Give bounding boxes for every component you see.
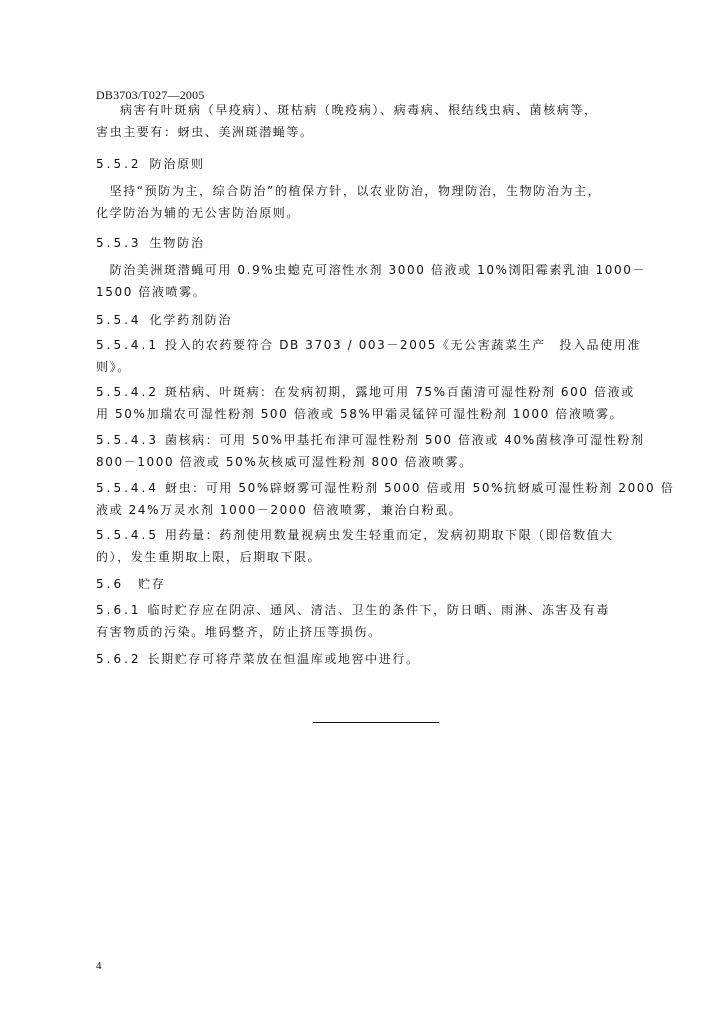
text-line: 的），发生重期取上限，后期取下限。 xyxy=(96,550,322,564)
clause-5-6-2 xyxy=(96,648,662,670)
clause-number: 5.6.1 xyxy=(96,603,142,617)
clause-number: 5.5.4.3 xyxy=(96,433,159,447)
biological-control-paragraph xyxy=(96,259,662,303)
section-number: 5.5.3 xyxy=(96,236,142,250)
principle-paragraph xyxy=(96,180,662,224)
clause-number: 5.6.2 xyxy=(96,652,142,666)
clause-5-5-4-2 xyxy=(96,381,662,425)
text-line: 蚜虫：可用 50%辟蚜雾可湿性粉剂 5000 倍或用 50%抗蚜威可湿性粉剂 2000 倍 xyxy=(164,481,675,495)
clause-5-5-4-3 xyxy=(96,429,662,473)
clause-5-5-4-5 xyxy=(96,524,662,568)
section-heading-5-5-4 xyxy=(96,312,232,328)
section-title: 贮存 xyxy=(138,577,166,591)
end-of-text-rule xyxy=(313,722,439,723)
clause-5-6-1 xyxy=(96,599,662,643)
section-number: 5.5.2 xyxy=(96,157,142,171)
text-line: 则》。 xyxy=(96,360,131,374)
clause-5-5-4-1 xyxy=(96,334,662,378)
clause-5-5-4-4 xyxy=(96,477,675,521)
text-line: 菌核病：可用 50%甲基托布津可湿性粉剂 500 倍液或 40%菌核净可湿性粉剂 xyxy=(164,433,645,447)
clause-number: 5.5.4.4 xyxy=(96,481,159,495)
text-line: 投入的农药要符合 DB 3703 / 003－2005《无公害蔬菜生产 投入品使用准 xyxy=(164,338,641,352)
page-number: 4 xyxy=(96,960,102,972)
clause-number: 5.5.4.5 xyxy=(96,528,159,542)
text-line: 临时贮存应在阴凉、通风、清洁、卫生的条件下，防日晒、雨淋、冻害及有毒 xyxy=(147,603,610,617)
clause-number: 5.5.4.1 xyxy=(96,338,159,352)
text-line: 坚持“预防为主，综合防治”的植保方针，以农业防治，物理防治，生物防治为主， xyxy=(96,184,602,198)
section-number: 5.6 xyxy=(96,577,125,591)
text-line: 化学防治为辅的无公害防治原则。 xyxy=(96,206,301,220)
text-line: 用 50%加瑞农可湿性粉剂 500 倍液或 58%甲霜灵锰锌可湿性粉剂 1000 倍液喷雾。 xyxy=(96,407,624,421)
section-number: 5.5.4 xyxy=(96,313,142,327)
section-heading-5-5-2 xyxy=(96,156,205,172)
section-title: 生物防治 xyxy=(149,236,205,250)
text-line: 长期贮存可将芹菜放在恒温库或地窖中进行。 xyxy=(147,652,420,666)
text-line: 用药量：药剂使用数量视病虫发生轻重而定，发病初期取下限（即倍数值大 xyxy=(164,528,614,542)
section-title: 防治原则 xyxy=(149,157,205,171)
section-title: 化学药剂防治 xyxy=(149,313,233,327)
text-line: 800－1000 倍液或 50%灰核威可湿性粉剂 800 倍液喷雾。 xyxy=(96,455,473,469)
text-line: 液或 24%万灵水剂 1000－2000 倍液喷雾，兼治白粉虱。 xyxy=(96,503,463,517)
text-line: 有害物质的污染。堆码整齐，防止挤压等损伤。 xyxy=(96,625,382,639)
text-line: 害虫主要有：蚜虫、美洲斑潜蝇等。 xyxy=(96,125,314,139)
section-heading-5-6 xyxy=(96,576,166,592)
section-heading-5-5-3 xyxy=(96,235,205,251)
clause-number: 5.5.4.2 xyxy=(96,385,159,399)
text-line: 斑枯病、叶斑病：在发病初期，露地可用 75%百菌清可湿性粉剂 600 倍液或 xyxy=(164,385,635,399)
standard-code-header: DB3703/T027—2005 xyxy=(96,88,205,102)
text-line: 防治美洲斑潜蝇可用 0.9%虫螅克可溶性水剂 3000 倍液或 10%浏阳霉素乳油 1000－ xyxy=(96,263,647,277)
text-line: 1500 倍液喷雾。 xyxy=(96,285,207,299)
text-line: 病害有叶斑病（早疫病）、斑枯病（晚疫病）、病毒病、根结线虫病、菌核病等， xyxy=(120,103,598,117)
pest-intro-paragraph xyxy=(96,99,662,143)
